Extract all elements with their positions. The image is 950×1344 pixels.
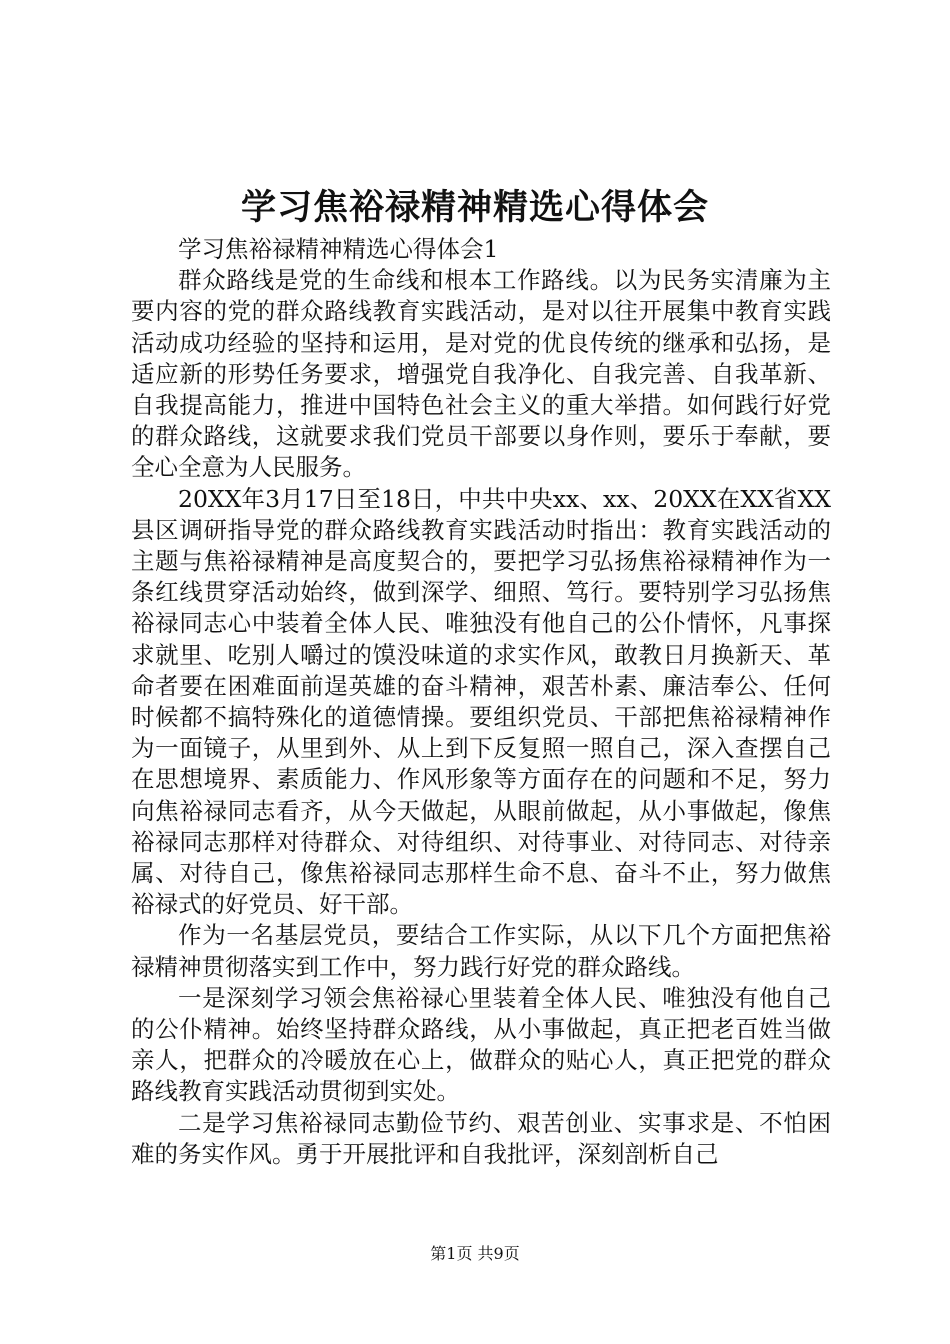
page-footer: 第1页 共9页 bbox=[430, 1244, 520, 1263]
section-heading: 学习焦裕禄精神精选心得体会1 bbox=[178, 235, 499, 263]
document-title: 学习焦裕禄精神精选心得体会 bbox=[240, 187, 709, 228]
paragraph: 20XX年3月17日至18日，中共中央xx、xx、20XX在XX省XX县区调研指导党的群众路线教育实践活动时指出：教育实践活动的主题与焦裕禄精神是高度契合的，要把学习弘扬焦裕禄精神作为一条红线贯穿活动始终，做到深学、细照、笃行。要特别学习弘扬焦裕禄同志心中装着全体人民、唯独没有他自己的公仆情怀，凡事探求就里、吃别人嚼过的馍没味道的求实作风，敢教日月换新天、革命者要在困难面前逞英雄的奋斗精神，艰苦朴素、廉洁奉公、任何时候都不搞特殊化的道德情操。要组织党员、干部把焦裕禄精神作为一面镜子，从里到外、从上到下反复照一照自己，深入查摆自己在思想境界、素质能力、作风形象等方面存在的问题和不足，努力向焦裕禄同志看齐，从今天做起，从眼前做起，从小事做起，像焦裕禄同志那样对待群众、对待组织、对待事业、对待同志、对待亲属、对待自己，像焦裕禄同志那样生命不息、奋斗不止，努力做焦裕禄式的好党员、好干部。 bbox=[131, 484, 831, 919]
paragraph: 二是学习焦裕禄同志勤俭节约、艰苦创业、实事求是、不怕困难的务实作风。勇于开展批评和自我批评，深刻剖析自己 bbox=[131, 1108, 831, 1168]
paragraph: 一是深刻学习领会焦裕禄心里装着全体人民、唯独没有他自己的公仆精神。始终坚持群众路线，从小事做起，真正把老百姓当做亲人，把群众的冷暖放在心上，做群众的贴心人，真正把党的群众路线教育实践活动贯彻到实处。 bbox=[131, 983, 831, 1106]
document-body bbox=[131, 234, 831, 1170]
paragraph: 作为一名基层党员，要结合工作实际，从以下几个方面把焦裕禄精神贯彻落实到工作中，努力践行好党的群众路线。 bbox=[131, 921, 831, 981]
paragraph: 群众路线是党的生命线和根本工作路线。以为民务实清廉为主要内容的党的群众路线教育实践活动，是对以往开展集中教育实践活动成功经验的坚持和运用，是对党的优良传统的继承和弘扬，是适应新的形势任务要求，增强党自我净化、自我完善、自我革新、自我提高能力，推进中国特色社会主义的重大举措。如何践行好党的群众路线，这就要求我们党员干部要以身作则，要乐于奉献，要全心全意为人民服务。 bbox=[131, 266, 831, 482]
